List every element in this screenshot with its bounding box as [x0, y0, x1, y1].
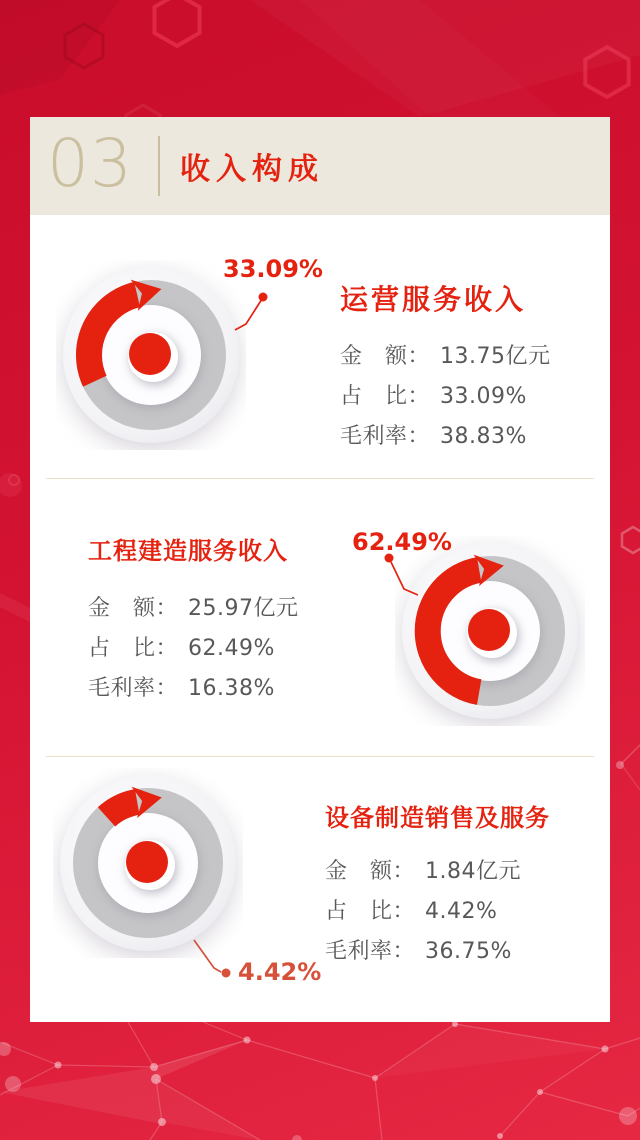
- section-equipment-sales-service: [30, 757, 610, 1022]
- card-header: [30, 117, 610, 215]
- section-title: 设备制造销售及服务: [325, 804, 550, 832]
- percent-callout: 4.42%: [238, 958, 322, 986]
- leader-line: [225, 290, 325, 340]
- content-card: [30, 117, 610, 1022]
- section-info: [340, 278, 551, 459]
- donut-chart-operating: [56, 260, 246, 450]
- amount-row: 金 额： 1.84亿元: [325, 859, 522, 884]
- donut-center-dot: [126, 841, 168, 883]
- donut-red-arc: [107, 802, 138, 817]
- donut-center-dot: [129, 333, 171, 375]
- donut-chart-equipment: [53, 768, 243, 958]
- section-title: 运营服务收入: [340, 283, 527, 316]
- leader-line: [185, 932, 245, 992]
- header-divider: [158, 136, 160, 196]
- section-operating-service-revenue: [30, 215, 610, 478]
- amount-row: 金 额： 13.75亿元: [340, 344, 551, 369]
- share-row: 占 比： 33.09%: [340, 384, 527, 409]
- section-info: [88, 531, 299, 711]
- page-title: 收入构成: [180, 152, 324, 187]
- donut-center-dot: [468, 609, 510, 651]
- section-title: 工程建造服务收入: [88, 537, 288, 565]
- share-row: 占 比： 4.42%: [325, 899, 498, 924]
- share-row: 占 比： 62.49%: [88, 636, 275, 661]
- percent-callout: 62.49%: [352, 528, 452, 556]
- margin-row: 毛利率： 16.38%: [88, 676, 275, 701]
- margin-row: 毛利率： 36.75%: [325, 939, 512, 964]
- percent-callout: 33.09%: [223, 255, 323, 283]
- section-number: 03: [47, 125, 133, 203]
- amount-row: 金 额： 25.97亿元: [88, 596, 299, 621]
- section-construction-service-revenue: [30, 479, 610, 756]
- section-info: [325, 798, 550, 974]
- margin-row: 毛利率： 38.83%: [340, 424, 527, 449]
